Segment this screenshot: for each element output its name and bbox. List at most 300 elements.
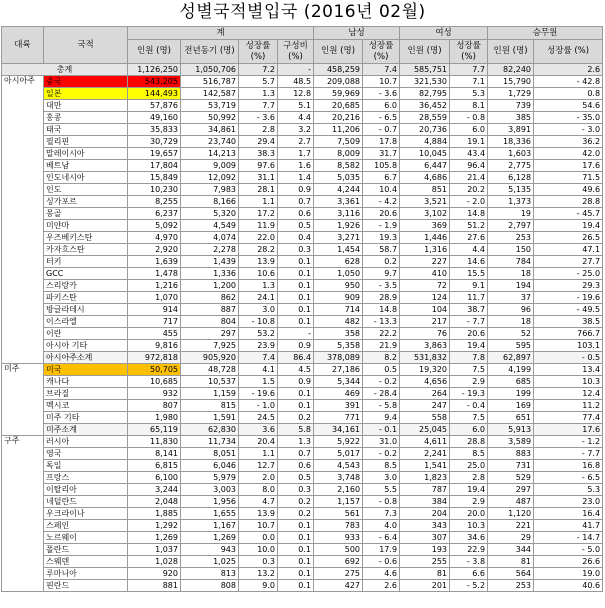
value-cell: 0.1 — [278, 580, 314, 592]
value-cell: 1,541 — [400, 460, 450, 472]
value-cell: 105.8 — [363, 160, 400, 172]
value-cell: - 13.3 — [363, 316, 400, 328]
value-cell: - 6.4 — [363, 532, 400, 544]
value-cell: 0.5 — [278, 472, 314, 484]
continent-cell — [2, 232, 44, 244]
value-cell: 169 — [488, 400, 534, 412]
subtotal-row — [2, 424, 603, 436]
value-cell: 2,048 — [128, 496, 181, 508]
value-cell: 0.6 — [278, 460, 314, 472]
continent-cell — [2, 148, 44, 160]
value-cell: 18 — [488, 316, 534, 328]
value-cell: 20,216 — [314, 112, 363, 124]
value-cell: 53.2 — [239, 328, 278, 340]
continent-cell — [2, 424, 44, 436]
value-cell: 255 — [400, 556, 450, 568]
value-cell: 0.1 — [278, 520, 314, 532]
header-group-male: 남성 — [314, 27, 400, 40]
value-cell: 1.4 — [278, 172, 314, 184]
value-cell: 804 — [181, 316, 239, 328]
table-row — [2, 448, 603, 460]
value-cell: 9,009 — [181, 160, 239, 172]
value-cell: - 1.9 — [363, 220, 400, 232]
table-row — [2, 244, 603, 256]
table-row — [2, 292, 603, 304]
value-cell: 7.1 — [450, 76, 488, 88]
nationality-cell: 캐나다 — [44, 376, 128, 388]
nationality-cell: 필리핀 — [44, 136, 128, 148]
value-cell: 0.1 — [278, 268, 314, 280]
value-cell: 3.2 — [278, 124, 314, 136]
subtotal-row — [2, 352, 603, 364]
total-row — [2, 64, 603, 76]
table-row — [2, 280, 603, 292]
continent-cell — [2, 556, 44, 568]
value-cell: - 7.7 — [534, 448, 603, 460]
value-cell: 1.7 — [278, 148, 314, 160]
value-cell: - 6.5 — [363, 112, 400, 124]
value-cell: 1,956 — [181, 496, 239, 508]
value-cell: 8,582 — [314, 160, 363, 172]
value-cell: 2,278 — [181, 244, 239, 256]
value-cell: - 3.8 — [450, 556, 488, 568]
value-cell: 881 — [128, 580, 181, 592]
nationality-cell: 아시아 기타 — [44, 340, 128, 352]
header-male-people: 인원 (명) — [314, 40, 363, 64]
value-cell: 12.4 — [534, 388, 603, 400]
value-cell: 1,373 — [488, 196, 534, 208]
value-cell: 17.6 — [534, 160, 603, 172]
value-cell: 0.6 — [278, 208, 314, 220]
value-cell: 771 — [314, 412, 363, 424]
value-cell: 4,199 — [488, 364, 534, 376]
total-cell: 7.4 — [363, 64, 400, 76]
value-cell: 1,591 — [181, 412, 239, 424]
value-cell: 204 — [400, 508, 450, 520]
value-cell: - 19.6 — [239, 388, 278, 400]
value-cell: 909 — [314, 292, 363, 304]
value-cell: 142,587 — [181, 88, 239, 100]
value-cell: 7,925 — [181, 340, 239, 352]
table-row — [2, 88, 603, 100]
value-cell: 487 — [488, 496, 534, 508]
value-cell: 8,255 — [128, 196, 181, 208]
value-cell: 5,035 — [314, 172, 363, 184]
value-cell: 9.1 — [450, 280, 488, 292]
value-cell: 297 — [488, 484, 534, 496]
continent-cell — [2, 532, 44, 544]
value-cell: 9.0 — [239, 580, 278, 592]
value-cell: - 2.0 — [450, 196, 488, 208]
value-cell: 4.6 — [363, 568, 400, 580]
header-female-people: 인원 (명) — [400, 40, 450, 64]
value-cell: 81 — [400, 568, 450, 580]
value-cell: 58.7 — [363, 244, 400, 256]
nationality-cell: 이란 — [44, 328, 128, 340]
value-cell: 29.3 — [534, 280, 603, 292]
continent-cell — [2, 160, 44, 172]
value-cell: - 0.2 — [363, 448, 400, 460]
value-cell: 22.9 — [450, 544, 488, 556]
value-cell: 8.5 — [450, 448, 488, 460]
value-cell: 3,271 — [314, 232, 363, 244]
value-cell: 0.2 — [278, 412, 314, 424]
value-cell: 28,559 — [400, 112, 450, 124]
value-cell: 24.1 — [239, 292, 278, 304]
value-cell: 0.9 — [278, 376, 314, 388]
value-cell: - 3.0 — [534, 124, 603, 136]
value-cell: 13.9 — [239, 256, 278, 268]
table-row — [2, 568, 603, 580]
continent-cell — [2, 304, 44, 316]
header-row-groups — [2, 27, 603, 40]
value-cell: 4.0 — [363, 520, 400, 532]
continent-cell — [2, 292, 44, 304]
table-row — [2, 196, 603, 208]
value-cell: 8,166 — [181, 196, 239, 208]
value-cell: - 28.4 — [363, 388, 400, 400]
value-cell: 19.4 — [450, 340, 488, 352]
continent-cell — [2, 388, 44, 400]
value-cell: 150 — [488, 244, 534, 256]
nationality-cell: 대만 — [44, 100, 128, 112]
value-cell: 3,521 — [400, 196, 450, 208]
header-group-total: 계 — [128, 27, 314, 40]
value-cell: 1,050 — [314, 268, 363, 280]
value-cell: 1,336 — [181, 268, 239, 280]
value-cell: 1.1 — [239, 196, 278, 208]
total-cell: 1,126,250 — [128, 64, 181, 76]
value-cell: 558 — [400, 412, 450, 424]
value-cell: 1.3 — [239, 88, 278, 100]
value-cell: 49,160 — [128, 112, 181, 124]
value-cell: 914 — [128, 304, 181, 316]
value-cell: 731 — [488, 460, 534, 472]
value-cell: - 3.6 — [239, 112, 278, 124]
value-cell: 11.9 — [239, 220, 278, 232]
value-cell: 199 — [488, 388, 534, 400]
total-cell: - — [278, 64, 314, 76]
value-cell: 20,685 — [314, 100, 363, 112]
value-cell: 3.0 — [363, 472, 400, 484]
value-cell: 28.9 — [363, 292, 400, 304]
value-cell: 787 — [400, 484, 450, 496]
value-cell: 28.1 — [239, 184, 278, 196]
value-cell: 0.5 — [363, 364, 400, 376]
continent-cell — [2, 376, 44, 388]
table-row — [2, 472, 603, 484]
value-cell: 6.6 — [450, 568, 488, 580]
table-row — [2, 400, 603, 412]
value-cell: 1,478 — [128, 268, 181, 280]
value-cell: - 0.8 — [450, 112, 488, 124]
value-cell: 72 — [400, 280, 450, 292]
value-cell: 972,818 — [128, 352, 181, 364]
value-cell: 1,159 — [181, 388, 239, 400]
value-cell: - 4.2 — [363, 196, 400, 208]
value-cell: 3.6 — [239, 424, 278, 436]
nationality-cell: 미주 기타 — [44, 412, 128, 424]
value-cell: 4,970 — [128, 232, 181, 244]
value-cell: 784 — [488, 256, 534, 268]
value-cell: 17.9 — [363, 544, 400, 556]
value-cell: 369 — [400, 220, 450, 232]
value-cell: 8.2 — [363, 352, 400, 364]
header-crew-growth: 성장률 (%) — [534, 40, 603, 64]
value-cell: 4.1 — [239, 364, 278, 376]
value-cell: 31.0 — [363, 436, 400, 448]
value-cell: 0.1 — [278, 304, 314, 316]
value-cell: 97.6 — [239, 160, 278, 172]
value-cell: 516,787 — [181, 76, 239, 88]
continent-cell — [2, 472, 44, 484]
table-row — [2, 112, 603, 124]
value-cell: 54.6 — [534, 100, 603, 112]
continent-cell: 아시아주 — [2, 76, 44, 88]
value-cell: - 5.8 — [363, 400, 400, 412]
continent-cell — [2, 508, 44, 520]
value-cell: 23.0 — [534, 496, 603, 508]
value-cell: 14.8 — [363, 304, 400, 316]
value-cell: 0.1 — [278, 256, 314, 268]
value-cell: 3,116 — [314, 208, 363, 220]
table-row — [2, 544, 603, 556]
value-cell: 5,017 — [314, 448, 363, 460]
value-cell: 1,823 — [400, 472, 450, 484]
value-cell: 932 — [128, 388, 181, 400]
value-cell: 5,913 — [488, 424, 534, 436]
nationality-cell: 핀란드 — [44, 580, 128, 592]
value-cell: 692 — [314, 556, 363, 568]
continent-cell — [2, 244, 44, 256]
value-cell: 0.9 — [278, 340, 314, 352]
table-row — [2, 232, 603, 244]
value-cell: 41.7 — [534, 520, 603, 532]
value-cell: 1,926 — [314, 220, 363, 232]
value-cell: 307 — [400, 532, 450, 544]
value-cell: 10.6 — [239, 268, 278, 280]
value-cell: 124 — [400, 292, 450, 304]
table-row — [2, 484, 603, 496]
table-row — [2, 304, 603, 316]
total-cell: 7.7 — [450, 64, 488, 76]
value-cell: 26.6 — [534, 556, 603, 568]
value-cell: 194 — [488, 280, 534, 292]
value-cell: 5,135 — [488, 184, 534, 196]
value-cell: 3,102 — [400, 208, 450, 220]
nationality-cell: 미국 — [44, 364, 128, 376]
value-cell: 714 — [314, 304, 363, 316]
nationality-cell: 프랑스 — [44, 472, 128, 484]
value-cell: 17.2 — [239, 208, 278, 220]
value-cell: 766.7 — [534, 328, 603, 340]
value-cell: 4,686 — [400, 172, 450, 184]
value-cell: 52 — [488, 328, 534, 340]
value-cell: 20.0 — [450, 508, 488, 520]
value-cell: 933 — [314, 532, 363, 544]
value-cell: 0.8 — [534, 88, 603, 100]
value-cell: 3,244 — [128, 484, 181, 496]
value-cell: 10.0 — [239, 544, 278, 556]
nationality-cell: 홍콩 — [44, 112, 128, 124]
value-cell: 7.8 — [450, 352, 488, 364]
value-cell: 20.6 — [450, 328, 488, 340]
header-share: 구성비 (%) — [278, 40, 314, 64]
value-cell: 1,439 — [181, 256, 239, 268]
value-cell: 717 — [128, 316, 181, 328]
value-cell: 7.7 — [239, 100, 278, 112]
value-cell: - 0.8 — [363, 496, 400, 508]
value-cell: 0.2 — [278, 496, 314, 508]
header-total-people: 인원 (명) — [128, 40, 181, 64]
value-cell: 28.8 — [450, 436, 488, 448]
value-cell: 15,790 — [488, 76, 534, 88]
value-cell: - 0.1 — [363, 424, 400, 436]
value-cell: 3.0 — [239, 304, 278, 316]
value-cell: 20.4 — [239, 436, 278, 448]
value-cell: 11,206 — [314, 124, 363, 136]
total-label: 총계 — [2, 64, 128, 76]
value-cell: - 1.2 — [534, 436, 603, 448]
value-cell: 358 — [314, 328, 363, 340]
nationality-cell: 미주소계 — [44, 424, 128, 436]
table-row — [2, 220, 603, 232]
continent-cell — [2, 88, 44, 100]
value-cell: 9,816 — [128, 340, 181, 352]
value-cell: 0.1 — [278, 568, 314, 580]
value-cell: 43.4 — [450, 148, 488, 160]
value-cell: 27.6 — [450, 232, 488, 244]
value-cell: 651 — [488, 412, 534, 424]
value-cell: 103.1 — [534, 340, 603, 352]
value-cell: 5.5 — [363, 484, 400, 496]
value-cell: 0.3 — [278, 244, 314, 256]
value-cell: 10.4 — [363, 184, 400, 196]
value-cell: 17,804 — [128, 160, 181, 172]
table-row — [2, 412, 603, 424]
nationality-cell: 방글라데시 — [44, 304, 128, 316]
nationality-cell: 아시아주소계 — [44, 352, 128, 364]
value-cell: 10,230 — [128, 184, 181, 196]
value-cell: 0.3 — [239, 556, 278, 568]
value-cell: 813 — [181, 568, 239, 580]
value-cell: 0.0 — [239, 532, 278, 544]
value-cell: 1,729 — [488, 88, 534, 100]
value-cell: 4,884 — [400, 136, 450, 148]
value-cell: 77.4 — [534, 412, 603, 424]
value-cell: 25,045 — [400, 424, 450, 436]
value-cell: 253 — [488, 580, 534, 592]
nationality-cell: 이탈리아 — [44, 484, 128, 496]
value-cell: 104 — [400, 304, 450, 316]
header-growth: 성장률 (%) — [239, 40, 278, 64]
value-cell: 76 — [400, 328, 450, 340]
table-row — [2, 256, 603, 268]
value-cell: - 3.6 — [363, 88, 400, 100]
value-cell: 0.3 — [278, 484, 314, 496]
value-cell: - 14.7 — [534, 532, 603, 544]
value-cell: 5,922 — [314, 436, 363, 448]
table-row — [2, 520, 603, 532]
value-cell: 0.5 — [278, 220, 314, 232]
value-cell: 38.3 — [239, 148, 278, 160]
table-row — [2, 508, 603, 520]
value-cell: 1,028 — [128, 556, 181, 568]
value-cell: 343 — [400, 520, 450, 532]
value-cell: 48.5 — [278, 76, 314, 88]
value-cell: 38.7 — [450, 304, 488, 316]
value-cell: 11.7 — [450, 292, 488, 304]
value-cell: 19.4 — [534, 220, 603, 232]
continent-cell — [2, 328, 44, 340]
value-cell: - 49.5 — [534, 304, 603, 316]
value-cell: 920 — [128, 568, 181, 580]
value-cell: 86.4 — [278, 352, 314, 364]
continent-cell — [2, 268, 44, 280]
table-row — [2, 148, 603, 160]
value-cell: - 6.5 — [534, 472, 603, 484]
value-cell: 62,830 — [181, 424, 239, 436]
nationality-cell: 영국 — [44, 448, 128, 460]
value-cell: 8,141 — [128, 448, 181, 460]
value-cell: 862 — [181, 292, 239, 304]
value-cell: 21.9 — [363, 340, 400, 352]
value-cell: - 19.6 — [534, 292, 603, 304]
nationality-cell: GCC — [44, 268, 128, 280]
value-cell: 19.0 — [534, 568, 603, 580]
value-cell: 9.7 — [363, 268, 400, 280]
value-cell: 275 — [314, 568, 363, 580]
value-cell: 482 — [314, 316, 363, 328]
value-cell: 227 — [400, 256, 450, 268]
header-prev-year: 전년동기 (명) — [181, 40, 239, 64]
value-cell: 4.5 — [278, 364, 314, 376]
value-cell: 15.5 — [450, 268, 488, 280]
value-cell: 1,639 — [128, 256, 181, 268]
value-cell: 2.9 — [450, 496, 488, 508]
value-cell: 5.3 — [534, 484, 603, 496]
nationality-cell: 러시아 — [44, 436, 128, 448]
value-cell: 1,070 — [128, 292, 181, 304]
value-cell: 1,200 — [181, 280, 239, 292]
value-cell: 51.2 — [450, 220, 488, 232]
value-cell: 36,452 — [400, 100, 450, 112]
value-cell: 59,969 — [314, 88, 363, 100]
value-cell: 82,795 — [400, 88, 450, 100]
value-cell: 0.1 — [278, 388, 314, 400]
value-cell: 11.2 — [534, 400, 603, 412]
value-cell: 685 — [488, 376, 534, 388]
nationality-cell: 인도 — [44, 184, 128, 196]
nationality-cell: 브라질 — [44, 388, 128, 400]
continent-cell — [2, 100, 44, 112]
value-cell: 6.0 — [450, 424, 488, 436]
value-cell: 38.5 — [534, 316, 603, 328]
value-cell: 36.2 — [534, 136, 603, 148]
value-cell: - 0.2 — [363, 376, 400, 388]
value-cell: 22.0 — [239, 232, 278, 244]
table-row — [2, 364, 603, 376]
value-cell: 384 — [400, 496, 450, 508]
value-cell: 7.4 — [239, 352, 278, 364]
value-cell: 6.0 — [363, 100, 400, 112]
value-cell: 883 — [488, 448, 534, 460]
value-cell: 48,728 — [181, 364, 239, 376]
nationality-cell: 베트남 — [44, 160, 128, 172]
total-cell: 82,240 — [488, 64, 534, 76]
total-cell: 585,751 — [400, 64, 450, 76]
value-cell: - 0.5 — [534, 352, 603, 364]
